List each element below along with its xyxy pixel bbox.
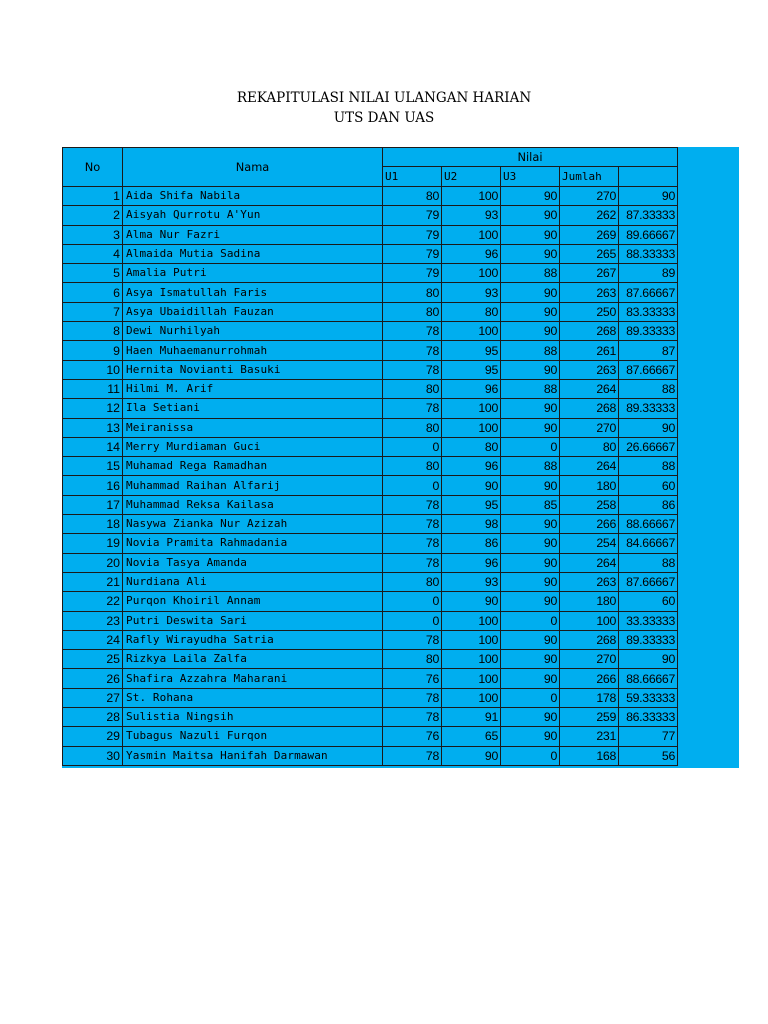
row-u3: 88 xyxy=(501,341,560,360)
row-no: 11 xyxy=(63,379,123,398)
row-no: 3 xyxy=(63,225,123,244)
row-u3: 0 xyxy=(501,746,560,765)
row-rata: 87.66667 xyxy=(619,283,678,302)
row-rata: 86 xyxy=(619,495,678,514)
row-jumlah: 259 xyxy=(560,708,619,727)
row-u1: 0 xyxy=(383,611,442,630)
row-u2: 93 xyxy=(442,283,501,302)
row-jumlah: 264 xyxy=(560,553,619,572)
row-u2: 100 xyxy=(442,264,501,283)
row-u1: 78 xyxy=(383,630,442,649)
row-u3: 90 xyxy=(501,572,560,591)
table-row xyxy=(63,379,678,398)
row-u2: 100 xyxy=(442,669,501,688)
header-u1: U1 xyxy=(383,167,442,187)
row-u1: 78 xyxy=(383,553,442,572)
row-nama: Sulistia Ningsih xyxy=(123,708,383,727)
row-u2: 80 xyxy=(442,437,501,456)
header-u2: U2 xyxy=(442,167,501,187)
row-no: 16 xyxy=(63,476,123,495)
row-u3: 0 xyxy=(501,611,560,630)
row-rata: 88.33333 xyxy=(619,244,678,263)
row-u1: 78 xyxy=(383,746,442,765)
row-u3: 90 xyxy=(501,322,560,341)
table-row xyxy=(63,322,678,341)
row-u3: 90 xyxy=(501,244,560,263)
row-no: 4 xyxy=(63,244,123,263)
row-jumlah: 270 xyxy=(560,187,619,206)
row-nama: St. Rohana xyxy=(123,688,383,707)
table-row xyxy=(63,553,678,572)
header-nama: Nama xyxy=(123,148,383,187)
table-row xyxy=(63,650,678,669)
row-no: 15 xyxy=(63,457,123,476)
row-no: 13 xyxy=(63,418,123,437)
row-u3: 90 xyxy=(501,302,560,321)
row-u2: 95 xyxy=(442,341,501,360)
row-nama: Muhammad Reksa Kailasa xyxy=(123,495,383,514)
row-u2: 100 xyxy=(442,399,501,418)
header-jumlah: Jumlah xyxy=(560,167,619,187)
row-u1: 80 xyxy=(383,302,442,321)
row-u1: 78 xyxy=(383,341,442,360)
row-jumlah: 270 xyxy=(560,650,619,669)
row-u2: 100 xyxy=(442,688,501,707)
row-nama: Novia Tasya Amanda xyxy=(123,553,383,572)
table-body xyxy=(63,187,678,766)
table-row xyxy=(63,244,678,263)
row-u1: 76 xyxy=(383,727,442,746)
row-no: 21 xyxy=(63,572,123,591)
row-rata: 88 xyxy=(619,553,678,572)
row-jumlah: 269 xyxy=(560,225,619,244)
row-u1: 78 xyxy=(383,322,442,341)
row-u1: 0 xyxy=(383,437,442,456)
row-rata: 26.66667 xyxy=(619,437,678,456)
table-row xyxy=(63,283,678,302)
row-u2: 100 xyxy=(442,650,501,669)
row-nama: Amalia Putri xyxy=(123,264,383,283)
table-row xyxy=(63,437,678,456)
row-u1: 0 xyxy=(383,592,442,611)
row-nama: Aida Shifa Nabila xyxy=(123,187,383,206)
row-no: 22 xyxy=(63,592,123,611)
row-u1: 79 xyxy=(383,264,442,283)
page-subtitle: UTS DAN UAS xyxy=(333,110,435,126)
row-nama: Purqon Khoiril Annam xyxy=(123,592,383,611)
row-no: 19 xyxy=(63,534,123,553)
row-rata: 90 xyxy=(619,650,678,669)
row-nama: Muhamad Rega Ramadhan xyxy=(123,457,383,476)
row-no: 17 xyxy=(63,495,123,514)
row-rata: 89.33333 xyxy=(619,399,678,418)
row-u3: 90 xyxy=(501,283,560,302)
row-rata: 88 xyxy=(619,457,678,476)
row-u3: 90 xyxy=(501,187,560,206)
row-nama: Dewi Nurhilyah xyxy=(123,322,383,341)
row-jumlah: 250 xyxy=(560,302,619,321)
row-u1: 79 xyxy=(383,225,442,244)
row-jumlah: 268 xyxy=(560,630,619,649)
row-u3: 90 xyxy=(501,360,560,379)
row-nama: Merry Murdiaman Guci xyxy=(123,437,383,456)
row-u2: 100 xyxy=(442,187,501,206)
row-u2: 100 xyxy=(442,418,501,437)
row-no: 30 xyxy=(63,746,123,765)
row-nama: Nurdiana Ali xyxy=(123,572,383,591)
row-u3: 90 xyxy=(501,592,560,611)
page-title: REKAPITULASI NILAI ULANGAN HARIAN xyxy=(236,90,532,106)
row-jumlah: 80 xyxy=(560,437,619,456)
row-u2: 100 xyxy=(442,611,501,630)
header-u3: U3 xyxy=(501,167,560,187)
table-row xyxy=(63,187,678,206)
table-row xyxy=(63,746,678,765)
table-row xyxy=(63,418,678,437)
row-u2: 86 xyxy=(442,534,501,553)
row-jumlah: 261 xyxy=(560,341,619,360)
row-no: 5 xyxy=(63,264,123,283)
row-u1: 78 xyxy=(383,515,442,534)
row-u3: 90 xyxy=(501,553,560,572)
row-rata: 87.66667 xyxy=(619,572,678,591)
row-no: 14 xyxy=(63,437,123,456)
table-row xyxy=(63,341,678,360)
row-nama: Tubagus Nazuli Furqon xyxy=(123,727,383,746)
row-rata: 88.66667 xyxy=(619,515,678,534)
row-nama: Alma Nur Fazri xyxy=(123,225,383,244)
row-u1: 79 xyxy=(383,244,442,263)
row-nama: Meiranissa xyxy=(123,418,383,437)
row-rata: 88.66667 xyxy=(619,669,678,688)
row-jumlah: 264 xyxy=(560,457,619,476)
row-u2: 96 xyxy=(442,457,501,476)
row-u3: 90 xyxy=(501,630,560,649)
row-rata: 59.33333 xyxy=(619,688,678,707)
row-jumlah: 263 xyxy=(560,572,619,591)
row-no: 27 xyxy=(63,688,123,707)
row-u1: 80 xyxy=(383,283,442,302)
row-nama: Nasywa Zianka Nur Azizah xyxy=(123,515,383,534)
row-rata: 87 xyxy=(619,341,678,360)
table-row xyxy=(63,206,678,225)
row-u1: 78 xyxy=(383,360,442,379)
row-rata: 83.33333 xyxy=(619,302,678,321)
row-u3: 88 xyxy=(501,264,560,283)
row-u2: 93 xyxy=(442,572,501,591)
row-no: 9 xyxy=(63,341,123,360)
row-no: 23 xyxy=(63,611,123,630)
row-u2: 100 xyxy=(442,630,501,649)
row-u3: 90 xyxy=(501,476,560,495)
row-nama: Asya Ubaidillah Fauzan xyxy=(123,302,383,321)
table-row xyxy=(63,476,678,495)
row-u2: 95 xyxy=(442,495,501,514)
row-u1: 80 xyxy=(383,187,442,206)
row-u3: 88 xyxy=(501,457,560,476)
row-u1: 78 xyxy=(383,688,442,707)
row-u2: 96 xyxy=(442,553,501,572)
header-rata xyxy=(619,167,678,187)
row-rata: 60 xyxy=(619,592,678,611)
row-u3: 90 xyxy=(501,669,560,688)
row-jumlah: 264 xyxy=(560,379,619,398)
row-u2: 90 xyxy=(442,592,501,611)
row-jumlah: 231 xyxy=(560,727,619,746)
row-jumlah: 180 xyxy=(560,476,619,495)
row-no: 7 xyxy=(63,302,123,321)
row-rata: 77 xyxy=(619,727,678,746)
row-rata: 89 xyxy=(619,264,678,283)
grades-table xyxy=(62,147,678,766)
row-u2: 90 xyxy=(442,746,501,765)
row-jumlah: 270 xyxy=(560,418,619,437)
row-no: 29 xyxy=(63,727,123,746)
row-u1: 78 xyxy=(383,495,442,514)
row-u2: 96 xyxy=(442,244,501,263)
table-row xyxy=(63,360,678,379)
row-u1: 80 xyxy=(383,418,442,437)
row-nama: Novia Pramita Rahmadania xyxy=(123,534,383,553)
row-u2: 96 xyxy=(442,379,501,398)
row-u2: 100 xyxy=(442,322,501,341)
row-u1: 79 xyxy=(383,206,442,225)
header-nilai: Nilai xyxy=(383,148,678,167)
row-no: 1 xyxy=(63,187,123,206)
row-jumlah: 178 xyxy=(560,688,619,707)
table-row xyxy=(63,534,678,553)
row-rata: 90 xyxy=(619,187,678,206)
row-jumlah: 266 xyxy=(560,669,619,688)
row-jumlah: 168 xyxy=(560,746,619,765)
row-no: 25 xyxy=(63,650,123,669)
row-rata: 89.33333 xyxy=(619,630,678,649)
row-jumlah: 263 xyxy=(560,283,619,302)
table-row xyxy=(63,515,678,534)
row-nama: Hilmi M. Arif xyxy=(123,379,383,398)
row-rata: 88 xyxy=(619,379,678,398)
header-no: No xyxy=(63,148,123,187)
row-nama: Aisyah Qurrotu A'Yun xyxy=(123,206,383,225)
row-nama: Shafira Azzahra Maharani xyxy=(123,669,383,688)
row-u1: 80 xyxy=(383,457,442,476)
row-u3: 90 xyxy=(501,534,560,553)
row-no: 28 xyxy=(63,708,123,727)
row-no: 18 xyxy=(63,515,123,534)
row-nama: Asya Ismatullah Faris xyxy=(123,283,383,302)
row-nama: Hernita Novianti Basuki xyxy=(123,360,383,379)
row-u3: 88 xyxy=(501,379,560,398)
row-no: 24 xyxy=(63,630,123,649)
row-u3: 90 xyxy=(501,708,560,727)
table-row xyxy=(63,264,678,283)
row-u2: 91 xyxy=(442,708,501,727)
row-rata: 86.33333 xyxy=(619,708,678,727)
row-u3: 90 xyxy=(501,418,560,437)
row-no: 6 xyxy=(63,283,123,302)
row-nama: Ila Setiani xyxy=(123,399,383,418)
row-nama: Almaida Mutia Sadina xyxy=(123,244,383,263)
table-row xyxy=(63,302,678,321)
row-u1: 80 xyxy=(383,572,442,591)
row-nama: Rizkya Laila Zalfa xyxy=(123,650,383,669)
row-jumlah: 265 xyxy=(560,244,619,263)
table-row xyxy=(63,708,678,727)
row-rata: 60 xyxy=(619,476,678,495)
row-jumlah: 100 xyxy=(560,611,619,630)
row-rata: 89.33333 xyxy=(619,322,678,341)
row-rata: 56 xyxy=(619,746,678,765)
table-row xyxy=(63,495,678,514)
row-u1: 0 xyxy=(383,476,442,495)
table-row xyxy=(63,572,678,591)
row-u2: 100 xyxy=(442,225,501,244)
row-u2: 98 xyxy=(442,515,501,534)
table-row xyxy=(63,611,678,630)
row-jumlah: 258 xyxy=(560,495,619,514)
row-no: 12 xyxy=(63,399,123,418)
table-row xyxy=(63,669,678,688)
row-u3: 90 xyxy=(501,515,560,534)
row-u2: 93 xyxy=(442,206,501,225)
row-rata: 84.66667 xyxy=(619,534,678,553)
row-jumlah: 267 xyxy=(560,264,619,283)
row-jumlah: 263 xyxy=(560,360,619,379)
row-rata: 89.66667 xyxy=(619,225,678,244)
row-rata: 33.33333 xyxy=(619,611,678,630)
row-no: 8 xyxy=(63,322,123,341)
table-row xyxy=(63,630,678,649)
table-row xyxy=(63,399,678,418)
row-nama: Putri Deswita Sari xyxy=(123,611,383,630)
row-u3: 90 xyxy=(501,206,560,225)
row-u3: 90 xyxy=(501,650,560,669)
row-u1: 78 xyxy=(383,534,442,553)
row-no: 2 xyxy=(63,206,123,225)
row-u3: 90 xyxy=(501,225,560,244)
row-jumlah: 262 xyxy=(560,206,619,225)
row-jumlah: 266 xyxy=(560,515,619,534)
row-u2: 65 xyxy=(442,727,501,746)
row-u3: 0 xyxy=(501,437,560,456)
row-u3: 0 xyxy=(501,688,560,707)
row-u1: 80 xyxy=(383,650,442,669)
table-row xyxy=(63,225,678,244)
row-no: 26 xyxy=(63,669,123,688)
row-no: 10 xyxy=(63,360,123,379)
table-row xyxy=(63,727,678,746)
row-jumlah: 268 xyxy=(560,399,619,418)
row-jumlah: 254 xyxy=(560,534,619,553)
row-nama: Yasmin Maitsa Hanifah Darmawan xyxy=(123,746,383,765)
row-u3: 85 xyxy=(501,495,560,514)
row-rata: 90 xyxy=(619,418,678,437)
row-u2: 95 xyxy=(442,360,501,379)
row-rata: 87.66667 xyxy=(619,360,678,379)
row-u1: 78 xyxy=(383,708,442,727)
row-nama: Rafly Wirayudha Satria xyxy=(123,630,383,649)
row-u3: 90 xyxy=(501,399,560,418)
row-u3: 90 xyxy=(501,727,560,746)
row-rata: 87.33333 xyxy=(619,206,678,225)
row-nama: Haen Muhaemanurrohmah xyxy=(123,341,383,360)
table-row xyxy=(63,592,678,611)
table-row xyxy=(63,457,678,476)
row-u1: 76 xyxy=(383,669,442,688)
row-u1: 78 xyxy=(383,399,442,418)
row-u1: 80 xyxy=(383,379,442,398)
row-jumlah: 268 xyxy=(560,322,619,341)
row-nama: Muhammad Raihan Alfarij xyxy=(123,476,383,495)
row-jumlah: 180 xyxy=(560,592,619,611)
row-u2: 80 xyxy=(442,302,501,321)
table-row xyxy=(63,688,678,707)
row-no: 20 xyxy=(63,553,123,572)
row-u2: 90 xyxy=(442,476,501,495)
